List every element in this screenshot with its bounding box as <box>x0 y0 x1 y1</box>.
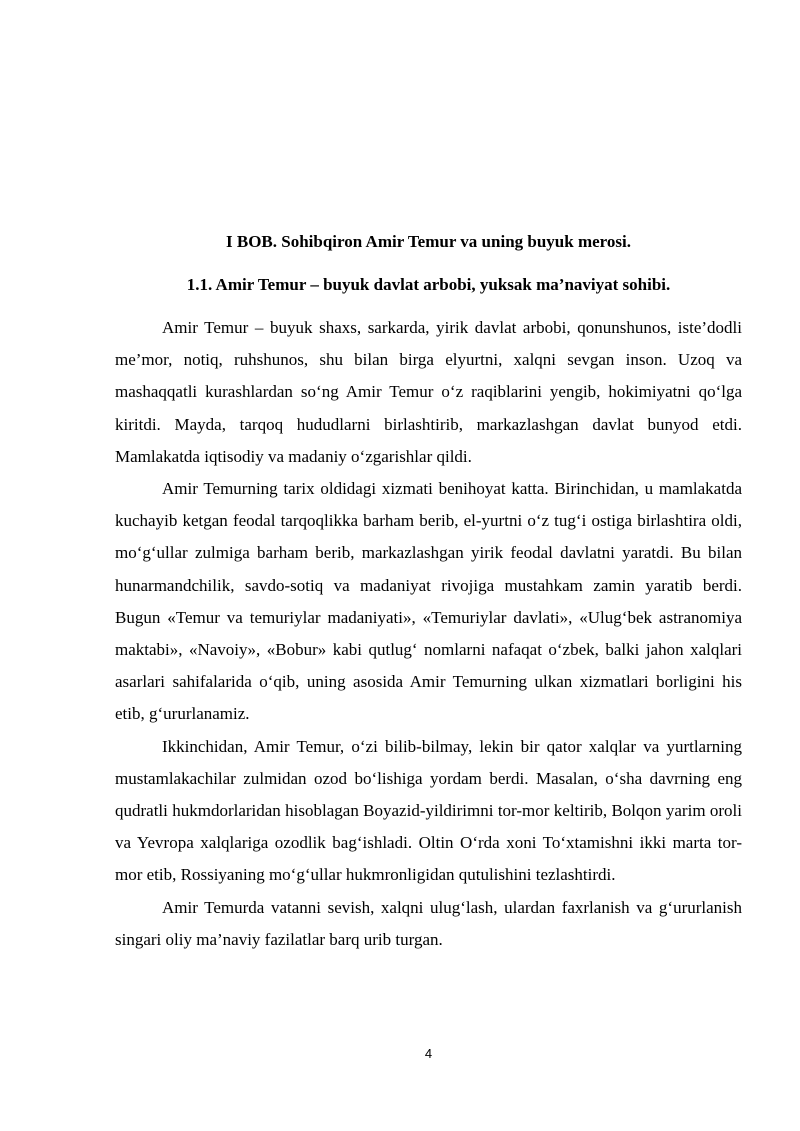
body-text <box>115 312 742 956</box>
paragraph: Ikkinchidan, Amir Temur, o‘zi bilib-bilmay, lekin bir qator xalqlar va yurtlarning mustamlakachilar zulmidan ozod bo‘lishiga yordam berdi. Masalan, o‘sha davrning eng qudratli hukmdorlaridan hisoblagan Boyazid-yildirimni tor-mor keltirib, Bolqon yarim oroli va Yevropa xalqlariga ozodlik bag‘ishladi. Oltin O‘rda xoni To‘xtamishni ikki marta tor-mor etib, Rossiyaning mo‘g‘ullar hukmronligidan qutulishini tezlashtirdi. <box>115 736 742 885</box>
section-title: 1.1. Amir Temur – buyuk davlat arbobi, yuksak ma’naviyat sohibi. <box>186 275 671 294</box>
paragraph: Amir Temur – buyuk shaxs, sarkarda, yirik davlat arbobi, qonunshunos, iste’dodli me’mor, notiq, ruhshunos, shu bilan birga elyurtni, xalqni sevgan inson. Uzoq va mashaqqatli kurashlardan so‘ng Amir Temur o‘z raqiblarini yengib, hokimiyatni qo‘lga kiritdi. Mayda, tarqoq hududlarni birlashtirib, markazlashgan davlat bunyod etdi. Mamlakatda iqtisodiy va madaniy o‘zgarishlar qildi. <box>115 318 742 466</box>
paragraph: Amir Temurda vatanni sevish, xalqni ulug‘lash, ulardan faxrlanish va g‘ururlanish singari oliy ma’naviy fazilatlar barq urib turgan. <box>115 897 742 949</box>
chapter-title: I BOB. Sohibqiron Amir Temur va uning buyuk merosi. <box>226 232 631 251</box>
page-number: 4 <box>424 1046 433 1061</box>
paragraph: Amir Temurning tarix oldidagi xizmati benihoyat katta. Birinchidan, u mamlakatda kuchayib ketgan feodal tarqoqlikka barham berib, el-yurtni o‘z tug‘i ostiga birlashtira oldi, mo‘g‘ullar zulmiga barham berib, markazlashgan yirik feodal davlatni yaratdi. Bu bilan hunarmandchilik, savdo-sotiq va madaniyat rivojiga mustahkam zamin yaratib berdi. Bugun «Temur va temuriylar madaniyati», «Temuriylar davlati», «Ulug‘bek astranomiya maktabi», «Navoiy», «Bobur» kabi qutlug‘ nomlarni nafaqat o‘zbek, balki jahon xalqlari asarlari sahifalarida o‘qib, uning asosida Amir Temurning ulkan xizmatlari borligini his etib, g‘ururlanamiz. <box>115 479 742 724</box>
